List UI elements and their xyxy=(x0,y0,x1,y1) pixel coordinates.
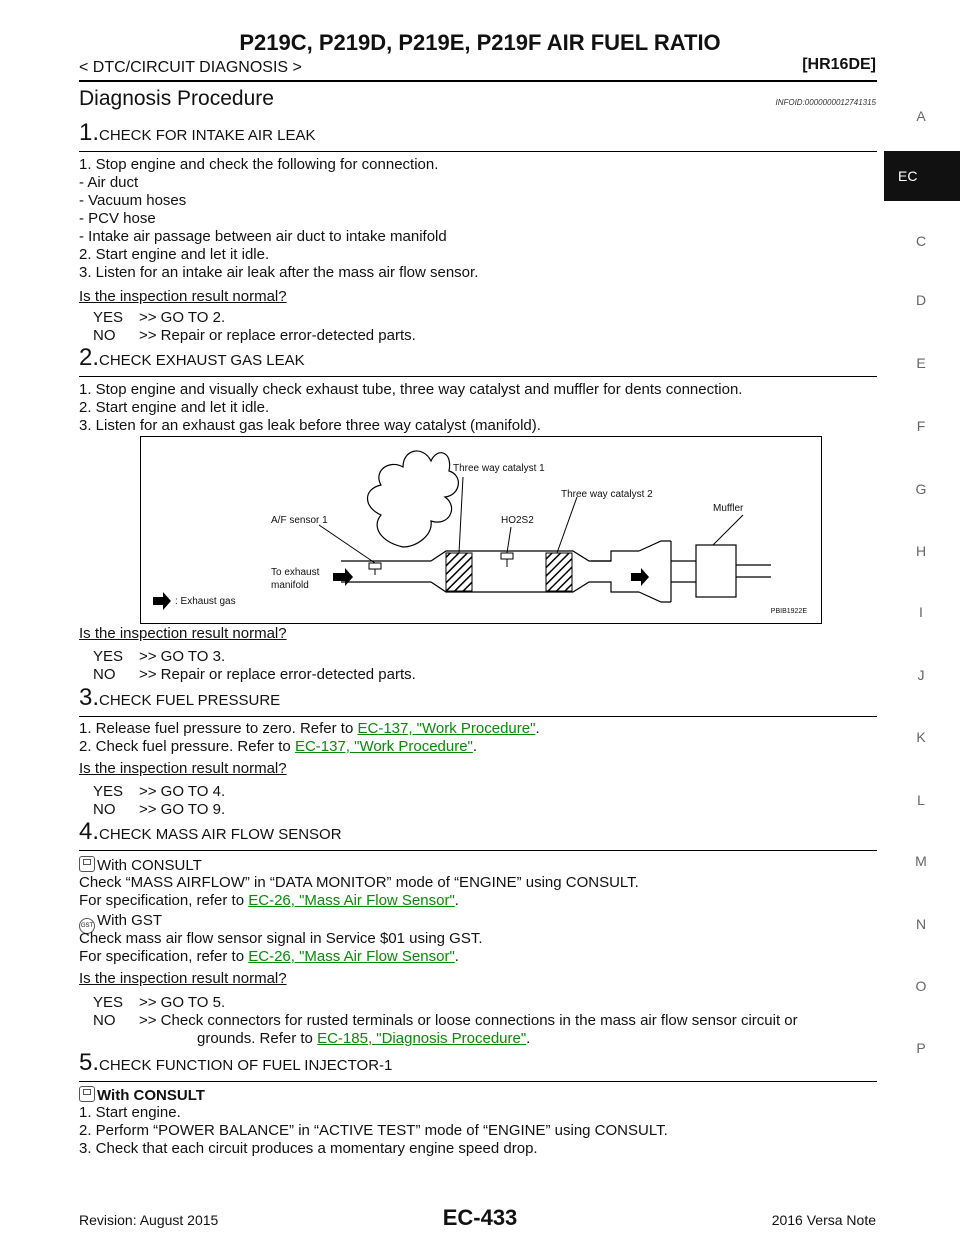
step-line: 1. Stop engine and visually check exhaust tube, three way catalyst and muffler for dents connection. xyxy=(79,381,743,398)
no-row xyxy=(93,1012,798,1030)
no-text: >> Check connectors for rusted terminals or loose connections in the mass air flow sensor circuit or xyxy=(139,1012,798,1029)
no-key: NO xyxy=(93,1012,116,1029)
period: . xyxy=(472,738,478,755)
footer-model: 2016 Versa Note xyxy=(771,1212,876,1228)
inspection-question: Is the inspection result normal? xyxy=(79,625,287,642)
side-tab-f[interactable]: F xyxy=(916,418,926,434)
period: . xyxy=(454,892,459,909)
label-muffler: Muffler xyxy=(713,503,744,514)
step-number: 2. xyxy=(79,344,100,371)
ref-link-ec26[interactable]: EC-26, "Mass Air Flow Sensor" xyxy=(248,948,455,965)
step-number: 1. xyxy=(79,119,100,146)
consult-label: With CONSULT xyxy=(97,857,202,874)
consult-row xyxy=(79,1086,205,1105)
ref-link-ec185[interactable]: EC-185, "Diagnosis Procedure" xyxy=(317,1030,527,1047)
step-line: 2. Start engine and let it idle. xyxy=(79,399,270,416)
step-line: Check mass air flow sensor signal in Service $01 using GST. xyxy=(79,930,483,947)
step-line: - PCV hose xyxy=(79,210,156,227)
period: . xyxy=(526,1030,531,1047)
side-tab-n[interactable]: N xyxy=(915,916,927,932)
figure-code: PBIB1922E xyxy=(770,608,807,615)
step-rule xyxy=(79,151,877,152)
consult-label: With CONSULT xyxy=(97,1087,205,1104)
label-twc1: Three way catalyst 1 xyxy=(453,463,545,474)
catalyst-2-block xyxy=(546,553,572,591)
step-line: 3. Listen for an intake air leak after the mass air flow sensor. xyxy=(79,264,479,281)
no-key: NO xyxy=(93,327,116,344)
engine-code: [HR16DE] xyxy=(802,56,876,73)
yes-text: >> GO TO 3. xyxy=(139,648,226,665)
ref-link-ec137[interactable]: EC-137, "Work Procedure" xyxy=(294,738,473,755)
side-tab-l[interactable]: L xyxy=(917,792,925,808)
ref-link-ec137[interactable]: EC-137, "Work Procedure" xyxy=(357,720,536,737)
step-number: 5. xyxy=(79,1049,100,1076)
yes-key: YES xyxy=(93,783,124,800)
ho2s2-icon xyxy=(501,553,513,559)
no-key: NO xyxy=(93,666,116,683)
label-af-sensor: A/F sensor 1 xyxy=(271,515,328,526)
step-line: 3. Check that each circuit produces a momentary engine speed drop. xyxy=(79,1140,538,1157)
no-text: >> Repair or replace error-detected parts. xyxy=(139,666,416,683)
no-text-continued xyxy=(197,1030,530,1048)
consult-icon xyxy=(79,856,95,872)
gst-label: With GST xyxy=(97,912,163,929)
step-title: CHECK MASS AIR FLOW SENSOR xyxy=(99,826,342,843)
step-2-heading xyxy=(79,344,305,372)
yes-text: >> GO TO 5. xyxy=(139,994,226,1011)
line-text: 2. Check fuel pressure. Refer to xyxy=(79,738,295,755)
no-text: >> GO TO 9. xyxy=(139,801,226,818)
label-manifold: manifold xyxy=(271,580,309,591)
side-tab-label: EC xyxy=(898,168,918,184)
no-key: NO xyxy=(93,801,116,818)
no-text: >> Repair or replace error-detected parts. xyxy=(139,327,416,344)
af-sensor-icon xyxy=(369,563,381,569)
yes-text: >> GO TO 2. xyxy=(139,309,226,326)
side-tab-d[interactable]: D xyxy=(915,292,927,308)
step-line: 1. Start engine. xyxy=(79,1104,181,1121)
smoke-cloud-icon xyxy=(368,451,459,547)
step-title: CHECK FUEL PRESSURE xyxy=(99,692,281,709)
step-rule xyxy=(79,850,877,851)
arrow-icon xyxy=(333,568,353,586)
inspection-question: Is the inspection result normal? xyxy=(79,760,287,777)
consult-icon xyxy=(79,1086,95,1102)
line-text: For specification, refer to xyxy=(79,948,249,965)
footer-revision: Revision: August 2015 xyxy=(79,1212,219,1228)
step-line: - Intake air passage between air duct to intake manifold xyxy=(79,228,447,245)
side-tab-i[interactable]: I xyxy=(919,604,923,620)
exhaust-diagram xyxy=(140,436,822,624)
yes-text: >> GO TO 4. xyxy=(139,783,226,800)
yes-row xyxy=(93,648,225,666)
side-tab-j[interactable]: J xyxy=(917,667,925,683)
legend-exhaust-gas: : Exhaust gas xyxy=(175,596,236,607)
step-line: 1. Stop engine and check the following for connection. xyxy=(79,156,439,173)
step-1-heading xyxy=(79,119,315,147)
page-title: P219C, P219D, P219E, P219F AIR FUEL RATIO xyxy=(239,30,721,55)
consult-row xyxy=(79,856,202,875)
step-4-heading xyxy=(79,818,342,846)
yes-row xyxy=(93,309,225,327)
side-tab-m[interactable]: M xyxy=(915,853,927,869)
yes-key: YES xyxy=(93,994,124,1011)
step-number: 4. xyxy=(79,818,100,845)
step-title: CHECK EXHAUST GAS LEAK xyxy=(99,352,305,369)
step-line xyxy=(79,948,459,966)
line-text: 1. Release fuel pressure to zero. Refer to xyxy=(79,720,358,737)
step-line: 2. Start engine and let it idle. xyxy=(79,246,270,263)
inspection-question: Is the inspection result normal? xyxy=(79,970,287,987)
exhaust-gas-arrow-icon xyxy=(153,592,171,610)
step-line: - Vacuum hoses xyxy=(79,192,187,209)
yes-key: YES xyxy=(93,309,124,326)
side-tab-c[interactable]: C xyxy=(915,233,927,249)
yes-key: YES xyxy=(93,648,124,665)
side-tab-a[interactable]: A xyxy=(916,108,926,124)
section-title: Diagnosis Procedure xyxy=(79,87,274,110)
step-line: - Air duct xyxy=(79,174,139,191)
period: . xyxy=(535,720,540,737)
step-title: CHECK FUNCTION OF FUEL INJECTOR-1 xyxy=(99,1057,393,1074)
info-id: INFOID:0000000012741315 xyxy=(775,98,876,107)
gst-icon: GST xyxy=(79,918,95,934)
side-tab-k[interactable]: K xyxy=(916,729,926,745)
side-tab-active[interactable] xyxy=(884,151,960,201)
step-3-heading xyxy=(79,684,280,712)
inspection-question: Is the inspection result normal? xyxy=(79,288,287,305)
ref-link-ec26[interactable]: EC-26, "Mass Air Flow Sensor" xyxy=(248,892,455,909)
step-line xyxy=(79,892,459,910)
step-5-heading xyxy=(79,1049,392,1077)
no-row xyxy=(93,801,225,819)
step-rule xyxy=(79,376,877,377)
label-to-exhaust: To exhaust xyxy=(271,567,320,578)
no-row xyxy=(93,666,416,684)
line-text: For specification, refer to xyxy=(79,892,249,909)
side-tab-o[interactable]: O xyxy=(915,978,927,994)
side-tab-e[interactable]: E xyxy=(916,355,926,371)
no-row xyxy=(93,327,416,345)
label-ho2s2: HO2S2 xyxy=(501,515,534,526)
arrow-icon xyxy=(631,568,649,586)
period: . xyxy=(454,948,459,965)
side-tab-g[interactable]: G xyxy=(915,481,927,497)
step-number: 3. xyxy=(79,684,100,711)
yes-row xyxy=(93,994,225,1012)
step-rule xyxy=(79,1081,877,1082)
step-line xyxy=(79,738,477,756)
step-rule xyxy=(79,716,877,717)
line-text: grounds. Refer to xyxy=(197,1030,318,1047)
header-rule xyxy=(79,80,877,82)
breadcrumb: < DTC/CIRCUIT DIAGNOSIS > xyxy=(79,59,302,76)
step-title: CHECK FOR INTAKE AIR LEAK xyxy=(99,127,316,144)
label-twc2: Three way catalyst 2 xyxy=(561,489,653,500)
footer-page-number: EC-433 xyxy=(442,1205,518,1230)
step-line: 2. Perform “POWER BALANCE” in “ACTIVE TEST” mode of “ENGINE” using CONSULT. xyxy=(79,1122,668,1139)
side-tab-h[interactable]: H xyxy=(915,543,927,559)
yes-row xyxy=(93,783,225,801)
side-tab-p[interactable]: P xyxy=(916,1040,926,1056)
step-line: Check “MASS AIRFLOW” in “DATA MONITOR” mode of “ENGINE” using CONSULT. xyxy=(79,874,639,891)
step-line: 3. Listen for an exhaust gas leak before three way catalyst (manifold). xyxy=(79,417,541,434)
catalyst-1-block xyxy=(446,553,472,591)
step-line xyxy=(79,720,540,738)
